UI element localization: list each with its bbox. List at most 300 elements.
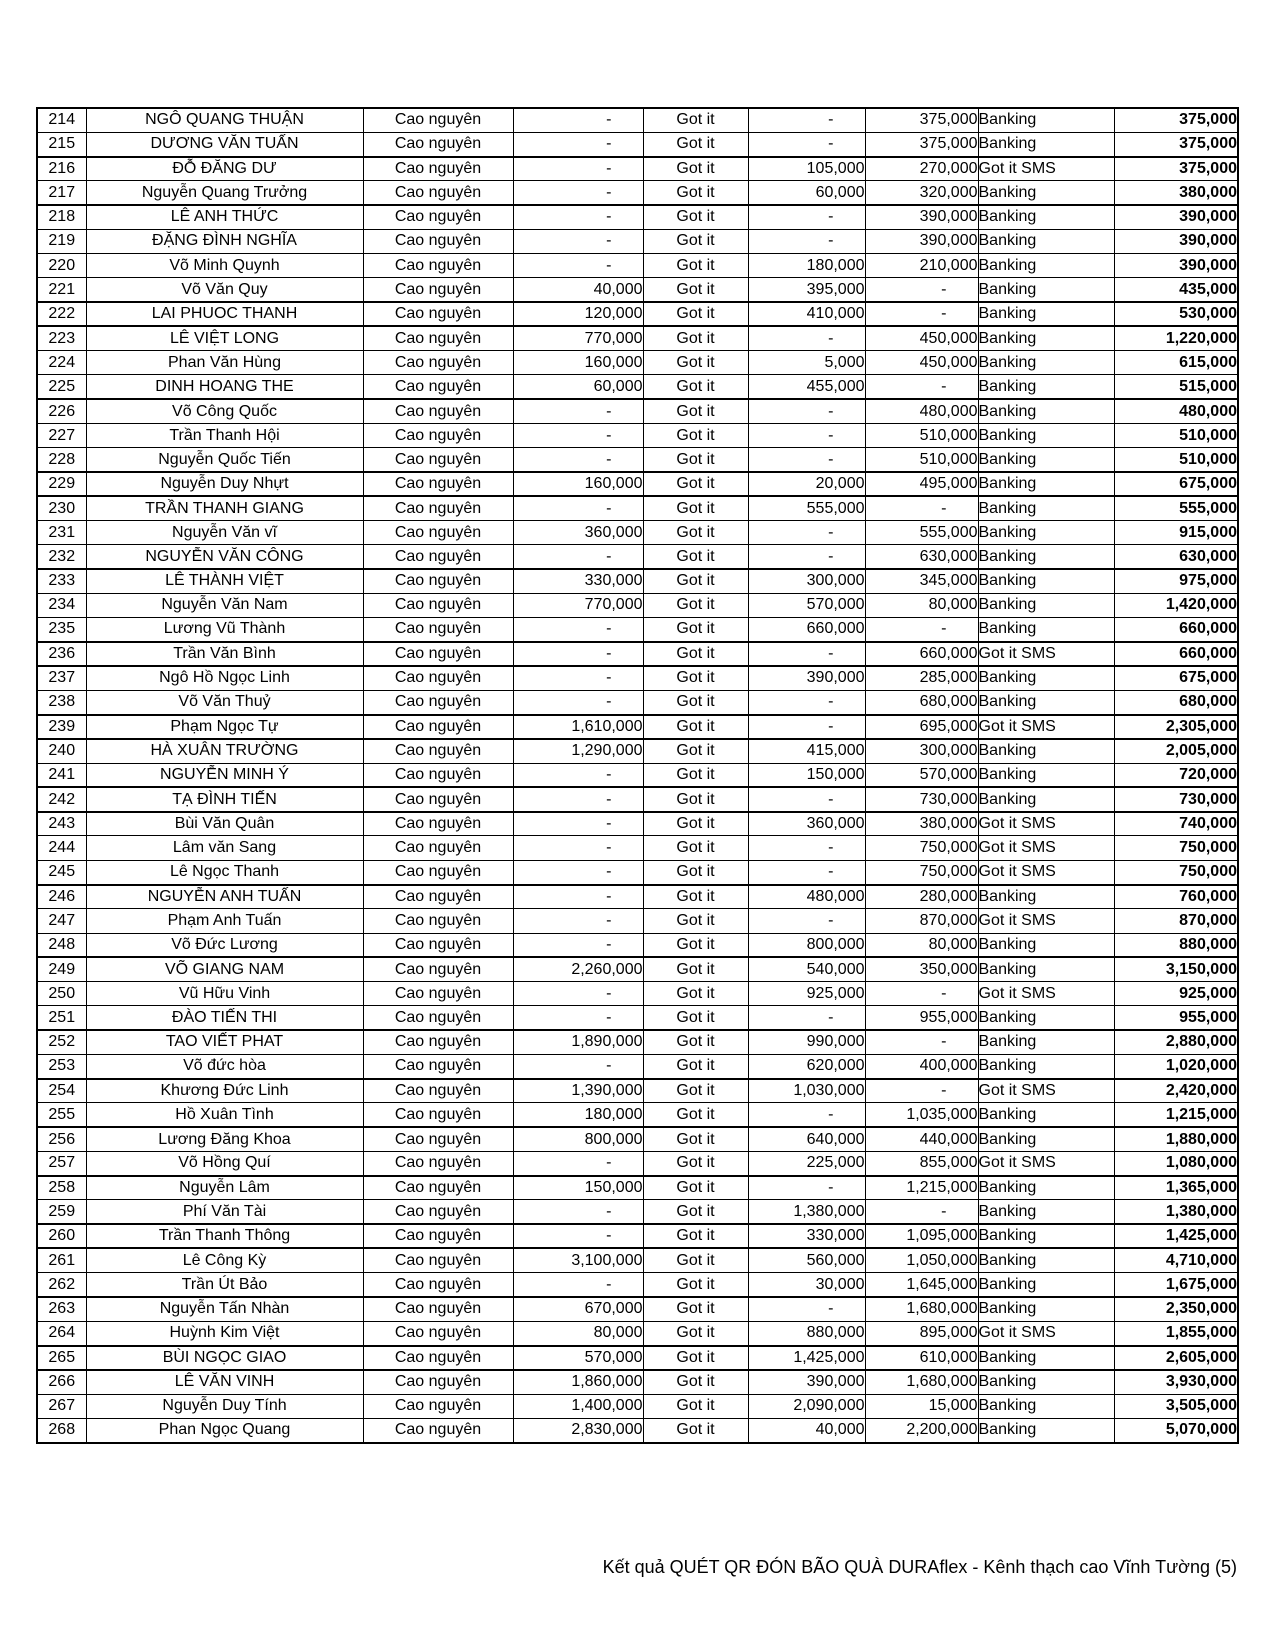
cell-status: Got it [643, 302, 748, 326]
cell-amount-3: 555,000 [865, 521, 978, 545]
cell-total: 680,000 [1114, 690, 1238, 714]
cell-amount-2: 2,090,000 [748, 1394, 865, 1418]
cell-status: Got it [643, 132, 748, 156]
cell-amount-2: - [748, 132, 865, 156]
cell-amount-2: 225,000 [748, 1151, 865, 1175]
table-row [37, 812, 1238, 836]
table-row [37, 1030, 1238, 1054]
cell-total: 510,000 [1114, 448, 1238, 472]
cell-status: Got it [643, 1079, 748, 1103]
table-row [37, 666, 1238, 690]
cell-row-number: 250 [37, 982, 86, 1006]
cell-total: 975,000 [1114, 569, 1238, 593]
cell-amount-3: 870,000 [865, 909, 978, 933]
cell-amount-1: 80,000 [513, 1321, 643, 1345]
cell-method: Banking [978, 933, 1114, 957]
cell-name: Trần Thanh Hội [86, 423, 363, 447]
cell-method: Banking [978, 205, 1114, 229]
cell-row-number: 240 [37, 739, 86, 763]
cell-method: Banking [978, 132, 1114, 156]
cell-amount-3: 730,000 [865, 787, 978, 811]
cell-method: Got it SMS [978, 860, 1114, 884]
cell-amount-3: 210,000 [865, 254, 978, 278]
cell-amount-3: - [865, 278, 978, 302]
cell-amount-3: 750,000 [865, 836, 978, 860]
cell-status: Got it [643, 472, 748, 496]
cell-method: Banking [978, 448, 1114, 472]
cell-amount-1: - [513, 836, 643, 860]
cell-row-number: 231 [37, 521, 86, 545]
cell-amount-3: - [865, 375, 978, 399]
cell-total: 375,000 [1114, 108, 1238, 132]
cell-region: Cao nguyên [363, 812, 513, 836]
cell-amount-3: 350,000 [865, 957, 978, 981]
cell-name: Nguyễn Lâm [86, 1176, 363, 1200]
cell-row-number: 215 [37, 132, 86, 156]
cell-status: Got it [643, 715, 748, 739]
cell-status: Got it [643, 885, 748, 909]
cell-status: Got it [643, 1273, 748, 1297]
cell-total: 5,070,000 [1114, 1418, 1238, 1442]
cell-amount-1: 180,000 [513, 1103, 643, 1127]
cell-method: Banking [978, 690, 1114, 714]
cell-amount-1: - [513, 763, 643, 787]
cell-method: Banking [978, 472, 1114, 496]
cell-amount-2: - [748, 423, 865, 447]
table-row [37, 1418, 1238, 1442]
cell-amount-2: - [748, 787, 865, 811]
cell-amount-1: - [513, 448, 643, 472]
cell-amount-3: 280,000 [865, 885, 978, 909]
cell-name: Phí Văn Tài [86, 1200, 363, 1224]
cell-name: Ngô Hồ Ngọc Linh [86, 666, 363, 690]
table-row [37, 836, 1238, 860]
cell-row-number: 229 [37, 472, 86, 496]
cell-row-number: 249 [37, 957, 86, 981]
cell-amount-3: - [865, 618, 978, 642]
cell-amount-2: - [748, 1006, 865, 1030]
cell-total: 730,000 [1114, 787, 1238, 811]
cell-status: Got it [643, 1176, 748, 1200]
cell-amount-2: - [748, 399, 865, 423]
table-row [37, 399, 1238, 423]
table-row [37, 1103, 1238, 1127]
cell-row-number: 258 [37, 1176, 86, 1200]
cell-amount-2: 1,380,000 [748, 1200, 865, 1224]
cell-method: Banking [978, 739, 1114, 763]
cell-method: Banking [978, 763, 1114, 787]
cell-region: Cao nguyên [363, 1030, 513, 1054]
cell-row-number: 221 [37, 278, 86, 302]
cell-name: Võ đức hòa [86, 1054, 363, 1078]
cell-amount-1: - [513, 229, 643, 253]
cell-name: Nguyễn Văn vĩ [86, 521, 363, 545]
cell-amount-2: 1,425,000 [748, 1346, 865, 1370]
table-row [37, 1273, 1238, 1297]
cell-method: Banking [978, 1370, 1114, 1394]
cell-name: Võ Văn Thuỷ [86, 690, 363, 714]
cell-amount-3: - [865, 982, 978, 1006]
cell-row-number: 233 [37, 569, 86, 593]
cell-row-number: 260 [37, 1224, 86, 1248]
cell-region: Cao nguyên [363, 1394, 513, 1418]
cell-amount-1: - [513, 618, 643, 642]
table-row [37, 351, 1238, 375]
cell-amount-3: 375,000 [865, 132, 978, 156]
cell-amount-1: - [513, 860, 643, 884]
cell-amount-3: 380,000 [865, 812, 978, 836]
cell-name: Vũ Hữu Vinh [86, 982, 363, 1006]
cell-total: 740,000 [1114, 812, 1238, 836]
cell-row-number: 262 [37, 1273, 86, 1297]
cell-amount-1: - [513, 933, 643, 957]
cell-row-number: 236 [37, 642, 86, 666]
cell-amount-3: 610,000 [865, 1346, 978, 1370]
table-row [37, 1248, 1238, 1272]
cell-status: Got it [643, 157, 748, 181]
cell-method: Banking [978, 569, 1114, 593]
table-row [37, 1346, 1238, 1370]
cell-row-number: 254 [37, 1079, 86, 1103]
cell-name: LÊ VĂN VINH [86, 1370, 363, 1394]
cell-row-number: 242 [37, 787, 86, 811]
cell-amount-1: - [513, 132, 643, 156]
cell-status: Got it [643, 1224, 748, 1248]
cell-amount-3: 270,000 [865, 157, 978, 181]
cell-status: Got it [643, 1127, 748, 1151]
cell-region: Cao nguyên [363, 642, 513, 666]
cell-status: Got it [643, 763, 748, 787]
cell-region: Cao nguyên [363, 278, 513, 302]
cell-method: Got it SMS [978, 157, 1114, 181]
cell-amount-1: - [513, 1054, 643, 1078]
cell-total: 870,000 [1114, 909, 1238, 933]
cell-amount-1: - [513, 108, 643, 132]
cell-region: Cao nguyên [363, 1127, 513, 1151]
cell-name: ĐÀO TIẾN THI [86, 1006, 363, 1030]
cell-name: Hồ Xuân Tình [86, 1103, 363, 1127]
cell-status: Got it [643, 205, 748, 229]
cell-total: 1,080,000 [1114, 1151, 1238, 1175]
cell-amount-1: - [513, 812, 643, 836]
cell-amount-3: 630,000 [865, 545, 978, 569]
cell-status: Got it [643, 1006, 748, 1030]
cell-region: Cao nguyên [363, 1321, 513, 1345]
cell-amount-1: 120,000 [513, 302, 643, 326]
cell-region: Cao nguyên [363, 545, 513, 569]
cell-method: Banking [978, 1176, 1114, 1200]
cell-row-number: 256 [37, 1127, 86, 1151]
cell-name: TRẦN THANH GIANG [86, 496, 363, 520]
cell-region: Cao nguyên [363, 763, 513, 787]
cell-name: Huỳnh Kim Việt [86, 1321, 363, 1345]
cell-status: Got it [643, 229, 748, 253]
cell-total: 630,000 [1114, 545, 1238, 569]
table-row [37, 1370, 1238, 1394]
cell-region: Cao nguyên [363, 1346, 513, 1370]
table-row [37, 1054, 1238, 1078]
table-row [37, 1200, 1238, 1224]
results-table [36, 107, 1239, 1444]
cell-name: DINH HOANG THE [86, 375, 363, 399]
cell-name: Khương Đức Linh [86, 1079, 363, 1103]
cell-total: 660,000 [1114, 618, 1238, 642]
cell-total: 2,005,000 [1114, 739, 1238, 763]
table-row [37, 278, 1238, 302]
cell-amount-1: - [513, 496, 643, 520]
cell-total: 375,000 [1114, 157, 1238, 181]
cell-row-number: 252 [37, 1030, 86, 1054]
cell-amount-3: - [865, 302, 978, 326]
cell-amount-1: - [513, 1200, 643, 1224]
cell-status: Got it [643, 423, 748, 447]
cell-method: Banking [978, 666, 1114, 690]
cell-row-number: 216 [37, 157, 86, 181]
cell-amount-3: 285,000 [865, 666, 978, 690]
table-row [37, 933, 1238, 957]
cell-total: 675,000 [1114, 472, 1238, 496]
cell-total: 2,605,000 [1114, 1346, 1238, 1370]
cell-total: 2,880,000 [1114, 1030, 1238, 1054]
cell-amount-1: - [513, 666, 643, 690]
cell-total: 1,220,000 [1114, 326, 1238, 350]
cell-row-number: 255 [37, 1103, 86, 1127]
cell-total: 615,000 [1114, 351, 1238, 375]
cell-name: DƯƠNG VĂN TUẤN [86, 132, 363, 156]
cell-amount-2: - [748, 108, 865, 132]
cell-total: 750,000 [1114, 860, 1238, 884]
cell-status: Got it [643, 666, 748, 690]
cell-name: Võ Hồng Quí [86, 1151, 363, 1175]
cell-status: Got it [643, 642, 748, 666]
cell-name: NGUYỄN VĂN CÔNG [86, 545, 363, 569]
cell-method: Banking [978, 278, 1114, 302]
cell-amount-2: 390,000 [748, 666, 865, 690]
cell-name: Lương Đăng Khoa [86, 1127, 363, 1151]
cell-method: Banking [978, 787, 1114, 811]
cell-amount-3: 300,000 [865, 739, 978, 763]
cell-amount-3: 80,000 [865, 933, 978, 957]
cell-total: 2,350,000 [1114, 1297, 1238, 1321]
cell-amount-1: - [513, 1151, 643, 1175]
cell-method: Got it SMS [978, 1321, 1114, 1345]
cell-amount-3: 695,000 [865, 715, 978, 739]
cell-amount-2: 40,000 [748, 1418, 865, 1442]
cell-status: Got it [643, 860, 748, 884]
cell-region: Cao nguyên [363, 351, 513, 375]
cell-total: 925,000 [1114, 982, 1238, 1006]
table-row [37, 375, 1238, 399]
cell-status: Got it [643, 1103, 748, 1127]
cell-amount-1: 60,000 [513, 375, 643, 399]
cell-name: TAO VIẾT PHAT [86, 1030, 363, 1054]
cell-row-number: 232 [37, 545, 86, 569]
results-table-body [37, 108, 1238, 1443]
cell-amount-3: 450,000 [865, 351, 978, 375]
table-row [37, 860, 1238, 884]
cell-amount-1: - [513, 423, 643, 447]
cell-status: Got it [643, 909, 748, 933]
cell-amount-1: 2,260,000 [513, 957, 643, 981]
cell-amount-2: 5,000 [748, 351, 865, 375]
cell-amount-1: - [513, 909, 643, 933]
cell-row-number: 247 [37, 909, 86, 933]
cell-amount-3: 1,035,000 [865, 1103, 978, 1127]
cell-total: 1,365,000 [1114, 1176, 1238, 1200]
cell-status: Got it [643, 836, 748, 860]
table-row [37, 1151, 1238, 1175]
cell-amount-1: - [513, 982, 643, 1006]
cell-amount-3: 510,000 [865, 448, 978, 472]
cell-method: Banking [978, 229, 1114, 253]
cell-name: Nguyễn Quốc Tiến [86, 448, 363, 472]
cell-region: Cao nguyên [363, 1151, 513, 1175]
table-row [37, 1394, 1238, 1418]
cell-status: Got it [643, 690, 748, 714]
table-row [37, 205, 1238, 229]
cell-name: Lương Vũ Thành [86, 618, 363, 642]
cell-region: Cao nguyên [363, 229, 513, 253]
cell-method: Banking [978, 375, 1114, 399]
cell-region: Cao nguyên [363, 302, 513, 326]
cell-method: Banking [978, 1394, 1114, 1418]
cell-name: Nguyễn Duy Tính [86, 1394, 363, 1418]
cell-method: Banking [978, 1006, 1114, 1030]
cell-total: 760,000 [1114, 885, 1238, 909]
cell-method: Banking [978, 351, 1114, 375]
cell-row-number: 241 [37, 763, 86, 787]
cell-row-number: 246 [37, 885, 86, 909]
cell-amount-2: 455,000 [748, 375, 865, 399]
cell-name: Trần Văn Bình [86, 642, 363, 666]
table-row [37, 496, 1238, 520]
table-row [37, 326, 1238, 350]
cell-amount-3: 660,000 [865, 642, 978, 666]
cell-total: 1,855,000 [1114, 1321, 1238, 1345]
cell-total: 915,000 [1114, 521, 1238, 545]
cell-region: Cao nguyên [363, 1054, 513, 1078]
cell-amount-2: - [748, 229, 865, 253]
cell-status: Got it [643, 448, 748, 472]
cell-amount-1: 770,000 [513, 593, 643, 617]
cell-name: Nguyễn Văn Nam [86, 593, 363, 617]
cell-region: Cao nguyên [363, 933, 513, 957]
cell-row-number: 219 [37, 229, 86, 253]
cell-row-number: 251 [37, 1006, 86, 1030]
cell-total: 2,420,000 [1114, 1079, 1238, 1103]
cell-amount-1: - [513, 885, 643, 909]
cell-name: Nguyễn Quang Trưởng [86, 181, 363, 205]
cell-name: Nguyễn Duy Nhựt [86, 472, 363, 496]
cell-region: Cao nguyên [363, 787, 513, 811]
cell-region: Cao nguyên [363, 1418, 513, 1442]
table-row [37, 521, 1238, 545]
cell-amount-2: 330,000 [748, 1224, 865, 1248]
cell-region: Cao nguyên [363, 1370, 513, 1394]
cell-total: 380,000 [1114, 181, 1238, 205]
cell-method: Banking [978, 1224, 1114, 1248]
cell-name: Lâm văn Sang [86, 836, 363, 860]
cell-row-number: 268 [37, 1418, 86, 1442]
cell-total: 1,020,000 [1114, 1054, 1238, 1078]
cell-amount-3: 390,000 [865, 229, 978, 253]
cell-method: Banking [978, 108, 1114, 132]
cell-method: Got it SMS [978, 1151, 1114, 1175]
cell-total: 4,710,000 [1114, 1248, 1238, 1272]
cell-amount-3: 680,000 [865, 690, 978, 714]
cell-amount-1: 1,860,000 [513, 1370, 643, 1394]
cell-name: Võ Văn Quy [86, 278, 363, 302]
cell-amount-3: - [865, 1079, 978, 1103]
cell-amount-2: 20,000 [748, 472, 865, 496]
cell-region: Cao nguyên [363, 108, 513, 132]
cell-amount-2: - [748, 1103, 865, 1127]
cell-total: 1,425,000 [1114, 1224, 1238, 1248]
cell-amount-3: 1,680,000 [865, 1297, 978, 1321]
table-row [37, 132, 1238, 156]
cell-name: LÊ ANH THỨC [86, 205, 363, 229]
cell-total: 2,305,000 [1114, 715, 1238, 739]
cell-total: 480,000 [1114, 399, 1238, 423]
cell-name: ĐẶNG ĐÌNH NGHĨA [86, 229, 363, 253]
cell-total: 1,675,000 [1114, 1273, 1238, 1297]
cell-name: Phạm Anh Tuấn [86, 909, 363, 933]
cell-amount-2: 395,000 [748, 278, 865, 302]
cell-name: HÀ XUÂN TRƯỜNG [86, 739, 363, 763]
cell-region: Cao nguyên [363, 957, 513, 981]
cell-row-number: 235 [37, 618, 86, 642]
cell-amount-2: 105,000 [748, 157, 865, 181]
cell-region: Cao nguyên [363, 157, 513, 181]
cell-name: Phạm Ngọc Tự [86, 715, 363, 739]
cell-amount-3: 1,645,000 [865, 1273, 978, 1297]
cell-total: 3,150,000 [1114, 957, 1238, 981]
cell-total: 880,000 [1114, 933, 1238, 957]
table-row [37, 157, 1238, 181]
cell-region: Cao nguyên [363, 375, 513, 399]
cell-row-number: 227 [37, 423, 86, 447]
cell-method: Banking [978, 181, 1114, 205]
cell-amount-2: - [748, 448, 865, 472]
cell-amount-2: 560,000 [748, 1248, 865, 1272]
cell-amount-1: - [513, 545, 643, 569]
cell-amount-1: - [513, 254, 643, 278]
cell-name: Trần Út Bảo [86, 1273, 363, 1297]
cell-status: Got it [643, 1370, 748, 1394]
cell-amount-2: 660,000 [748, 618, 865, 642]
cell-row-number: 267 [37, 1394, 86, 1418]
cell-amount-3: 895,000 [865, 1321, 978, 1345]
cell-amount-3: 510,000 [865, 423, 978, 447]
cell-region: Cao nguyên [363, 399, 513, 423]
cell-amount-2: 300,000 [748, 569, 865, 593]
cell-name: Bùi Văn Quân [86, 812, 363, 836]
cell-status: Got it [643, 1297, 748, 1321]
cell-status: Got it [643, 618, 748, 642]
cell-amount-2: 540,000 [748, 957, 865, 981]
cell-total: 530,000 [1114, 302, 1238, 326]
cell-amount-2: 410,000 [748, 302, 865, 326]
table-row [37, 1006, 1238, 1030]
cell-method: Banking [978, 593, 1114, 617]
cell-method: Got it SMS [978, 715, 1114, 739]
cell-amount-1: 2,830,000 [513, 1418, 643, 1442]
cell-amount-1: 40,000 [513, 278, 643, 302]
cell-total: 3,505,000 [1114, 1394, 1238, 1418]
table-row [37, 472, 1238, 496]
cell-name: ĐỖ ĐĂNG DƯ [86, 157, 363, 181]
cell-amount-2: 360,000 [748, 812, 865, 836]
